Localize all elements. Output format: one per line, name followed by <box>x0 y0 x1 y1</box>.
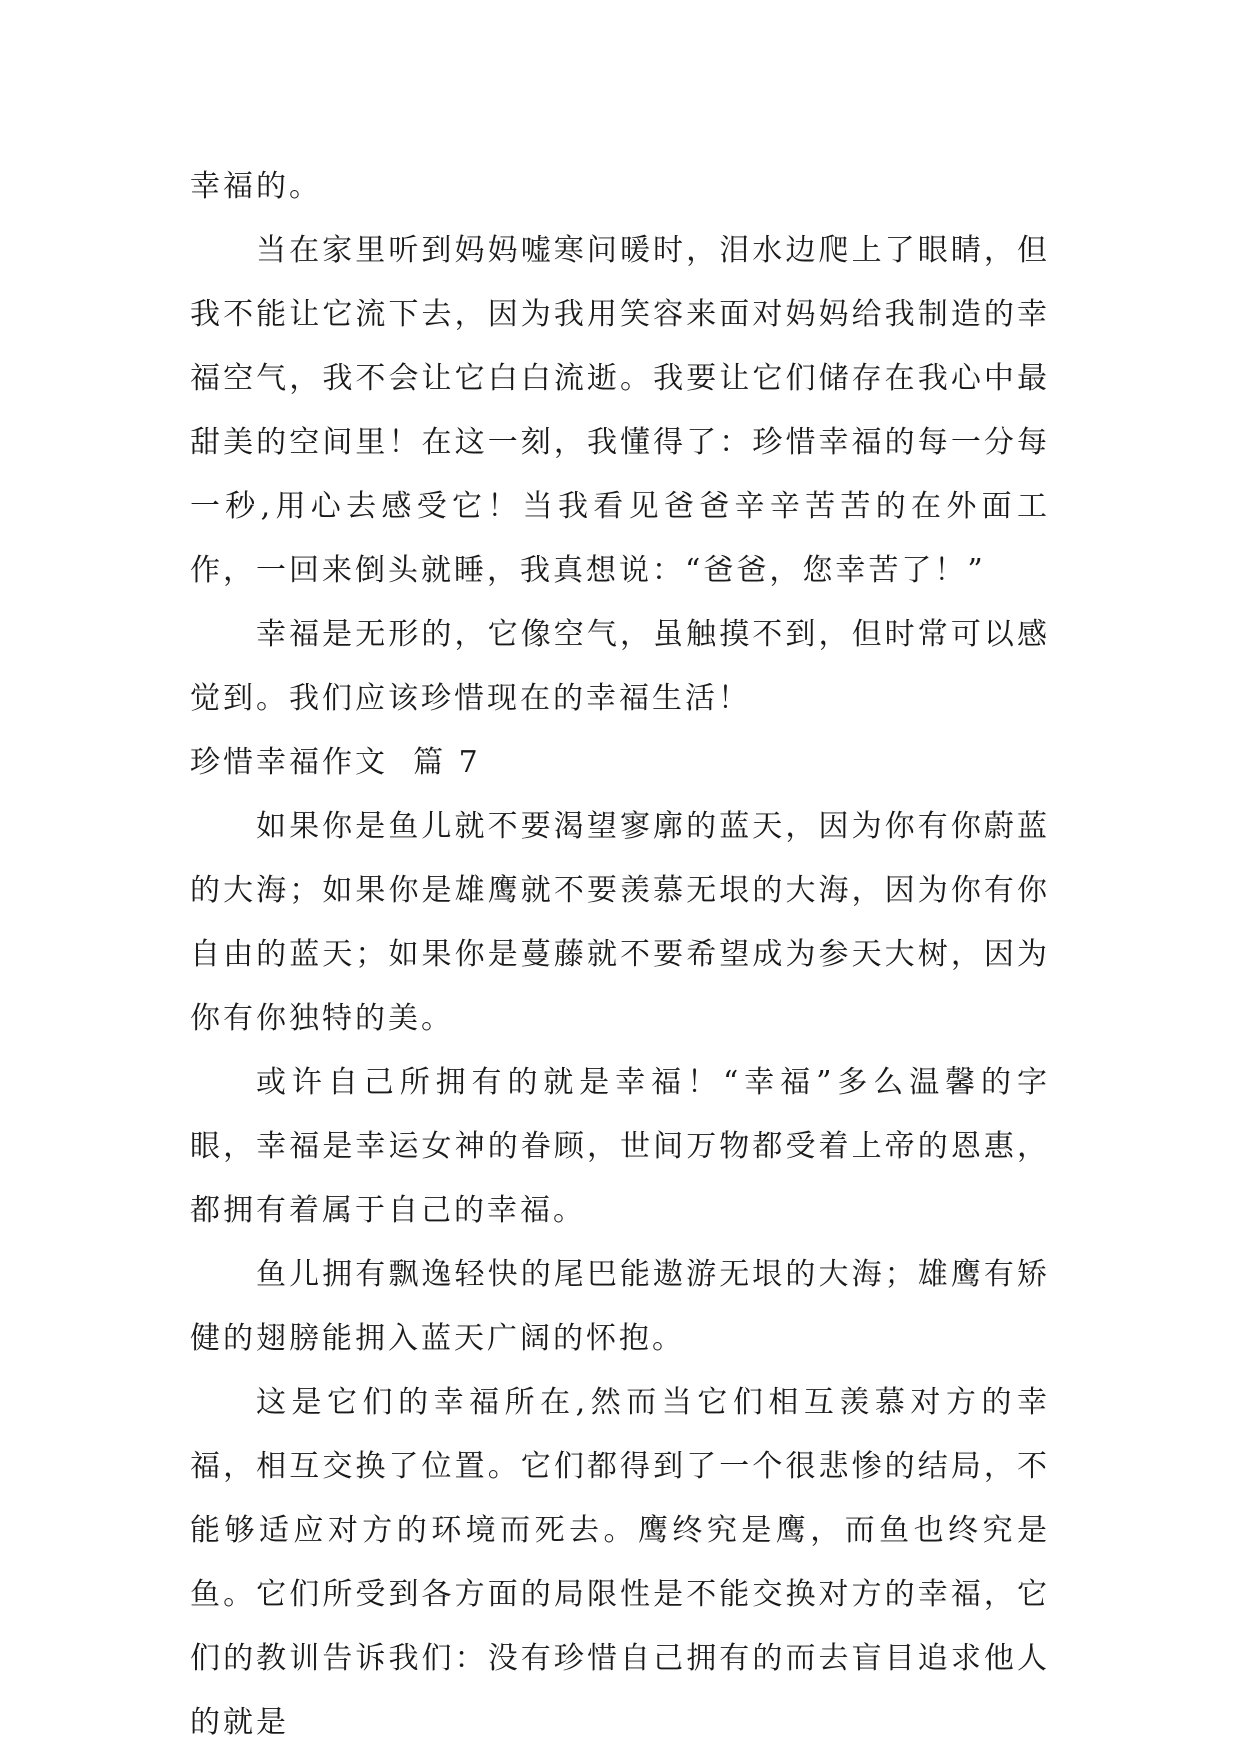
paragraph-5: 或许自己所拥有的就是幸福！“幸福”多么温馨的字眼，幸福是幸运女神的眷顾，世间万物都受着上帝的恩惠，都拥有着属于自己的幸福。 <box>190 1065 1050 1228</box>
document-body <box>190 155 1050 1755</box>
section-heading: 珍惜幸福作文 篇 7 <box>190 745 481 780</box>
paragraph-1: 幸福的。 <box>190 169 322 204</box>
paragraph-2: 当在家里听到妈妈嘘寒问暖时，泪水边爬上了眼睛，但我不能让它流下去，因为我用笑容来面对妈妈给我制造的幸福空气，我不会让它白白流逝。我要让它们储存在我心中最甜美的空间里！在这一刻，我懂得了：珍惜幸福的每一分每一秒,用心去感受它！当我看见爸爸辛辛苦苦的在外面工作，一回来倒头就睡，我真想说：“爸爸，您幸苦了！” <box>190 233 1050 588</box>
paragraph-4: 如果你是鱼儿就不要渴望寥廓的蓝天，因为你有你蔚蓝的大海；如果你是雄鹰就不要羡慕无垠的大海，因为你有你自由的蓝天；如果你是蔓藤就不要希望成为参天大树，因为你有你独特的美。 <box>190 809 1050 1036</box>
paragraph-6: 鱼儿拥有飘逸轻快的尾巴能遨游无垠的大海；雄鹰有矫健的翅膀能拥入蓝天广阔的怀抱。 <box>190 1257 1050 1356</box>
paragraph-3: 幸福是无形的，它像空气，虽触摸不到，但时常可以感觉到。我们应该珍惜现在的幸福生活！ <box>190 617 1050 716</box>
paragraph-7: 这是它们的幸福所在,然而当它们相互羡慕对方的幸福，相互交换了位置。它们都得到了一个很悲惨的结局，不能够适应对方的环境而死去。鹰终究是鹰，而鱼也终究是鱼。它们所受到各方面的局限性是不能交换对方的幸福，它们的教训告诉我们：没有珍惜自己拥有的而去盲目追求他人的就是 <box>190 1385 1050 1740</box>
